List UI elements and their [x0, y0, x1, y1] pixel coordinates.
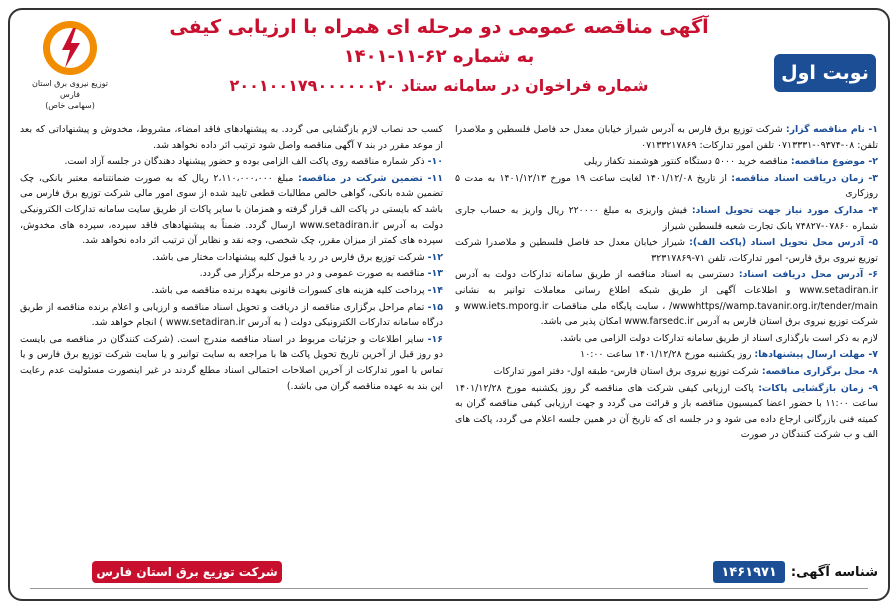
clause-text: از تاریخ ۱۴۰۱/۱۲/۰۸ لغایت ساعت ۱۹ مورخ ۱۴۰۱/۱۲/۱۳ به مدت ۵ روزکاری	[455, 172, 878, 200]
clause-label: ۵- آدرس محل تحویل اسناد (پاکت الف):	[689, 237, 878, 249]
clause-label: ۷- مهلت ارسال پیشنهادها:	[754, 349, 878, 361]
clause-label: ۴- مدارک مورد نیاز جهت تحویل اسناد:	[691, 204, 878, 216]
logo-caption: توزیع نیروی برق استان فارس	[31, 79, 108, 99]
clause-label: ۱۳-	[427, 268, 443, 280]
clause-text: تمام مراحل برگزاری مناقصه از دریافت و تحویل اسناد مناقصه و ارزیابی و اعلام برنده مناقصه از طریق درگاه سامانه تدارکات الکترونیکی دولت ( به آدرس www.setadiran.ir ) انجام خواهد شد.	[20, 301, 443, 329]
clause-text: پرداخت کلیه هزینه های کسورات قانونی بعهده برنده مناقصه می باشد.	[151, 284, 428, 296]
company-logo	[24, 18, 116, 111]
clause-text: مبلغ ۲،۱۱۰،۰۰۰،۰۰۰ ریال که به صورت ضمانتنامه معتبر بانکی، چک تضمین شده بانکی، گواهی خالص مطالبات قطعی تایید شده از سوی امور مالی شرکت توزیع برق فارس می باشد که بایستی در پاکت الف قرار گرفته و همزمان با سایر پاکات از طریق سایت سامانه تدارکات الکترونیکی دولت به آدرس www.setadiran.ir ارسال گردد. ضمناً به پیشنهادهای فاقد سپرده، سپرده های مخدوش، سپرده های کمتر از میزان مقرر، چک شخصی، وجه نقد و نظایر آن ترتیب اثر داده نخواهد شد.	[20, 172, 443, 247]
notice-clause	[20, 250, 443, 266]
notice-clause	[20, 171, 443, 249]
logo-subcaption: (سهامی خاص)	[45, 101, 95, 110]
clause-label: ۸- محل برگزاری مناقصه:	[761, 365, 878, 377]
notice-clause	[20, 266, 443, 282]
notice-clause	[455, 267, 878, 329]
clause-text: لازم به ذکر است بارگذاری اسناد از طریق سامانه تدارکات دولت الزامی می باشد.	[560, 332, 878, 344]
power-company-logo-icon	[40, 18, 100, 78]
ad-id-number: ۱۴۶۱۹۷۱	[713, 561, 785, 583]
notice-clause	[20, 122, 443, 153]
left-column	[20, 122, 443, 550]
clause-text: دسترسی به اسناد مناقصه از طریق سامانه تدارکات دولت به آدرس www.setadiran.ir و اطلاعات آگهی از طریق شبکه اطلاع رسانی معاملات توانیر به نشانی wwwhttps//wamp.tavanir.org.ir/tender/main/ ، سایت پایگاه ملی مناقصات www.iets.mporg.ir و شرکت توزیع نیروی برق استان فارس به آدرس www.farsedc.ir امکان پذیر می باشد.	[455, 269, 878, 328]
clause-text: روز یکشنبه مورخ ۱۴۰۱/۱۲/۲۸ ساعت ۱۰:۰۰	[580, 349, 755, 361]
notice-clause	[20, 154, 443, 170]
clause-label: ۱- نام مناقصه گزار:	[785, 124, 878, 135]
clause-label: ۳- زمان دریافت اسناد مناقصه:	[731, 172, 878, 184]
right-column	[455, 122, 878, 550]
notice-clause	[20, 283, 443, 299]
ad-id	[713, 561, 878, 583]
notice-clause	[455, 203, 878, 234]
notice-clause	[455, 235, 878, 266]
notice-clause	[455, 122, 878, 153]
clause-text: شرکت توزیع نیروی برق استان فارس- طبقه اول- دفتر امور تدارکات	[493, 365, 762, 377]
bottom-divider	[30, 588, 868, 595]
clause-text: شرکت توزیع برق فارس به آدرس شیراز خیابان معدل حد فاصل فلسطین و ملاصدرا تلفن: ۰۸-۰۹۳۷۴-۰۷۱۳۳۳۱ تلفن امور تدارکات: ۰۷۱۳۳۲۱۷۸۶۹	[455, 124, 878, 151]
notice-clause	[455, 347, 878, 363]
publication-badge: نوبت اول	[774, 54, 876, 92]
clause-label: ۱۶-	[427, 333, 443, 345]
notice-clause	[20, 300, 443, 331]
notice-body	[20, 122, 878, 550]
clause-text: پاکت ارزیابی کیفی شرکت های مناقصه گر روز یکشنبه مورخ ۱۴۰۱/۱۲/۲۸ ساعت ۱۱:۰۰ با حضور اعضا کمیسیون مناقصه باز و قرائت می گردد و جهت ارزیابی کیفی مناقصه گران به کمیته فنی بازرگانی ارجاع داده می شود و در جلسه ای که تاریخ آن در همین جلسه اعلام می گردد، پاکت های الف و ب شرکت کنندگان در صورت	[455, 382, 878, 441]
notice-clause	[455, 381, 878, 443]
ad-id-label: شناسه آگهی:	[790, 564, 878, 580]
clause-text: کسب حد نصاب لازم بازگشایی می گردد. به پیشنهادهای فاقد امضاء، مشروط، مخدوش و پیشنهاداتی که بعد از موعد مقرر در بند ۷ آگهی مناقصه واصل شود ترتیب اثر داده نخواهد شد.	[20, 124, 443, 151]
notice-title: آگهی مناقصه عمومی دو مرحله ای همراه با ارزیابی کیفی	[169, 16, 709, 38]
clause-text: شیراز خیابان معدل حد فاصل فلسطین و ملاصدرا شرکت توزیع نیروی برق فارس- امور تدارکات، تلفن ۷۱-۳۲۳۱۷۸۶۹	[455, 237, 878, 264]
clause-text: سایر اطلاعات و جزئیات مربوط در اسناد مناقصه مندرج است. (شرکت کنندگان در مناقصه می بایست دو روز قبل از آخرین تاریخ تحویل پاکت ها با مراجعه به سایت توانیر و یا سایت شرکت توزیع برق فارس و یا تماس با امور تدارکات از آخرین اصلاحات احتمالی اسناد مطلع گردند در غیر اینصورت مسئولیت عدم رعایت این بند به عهده مناقصه گران می باشد.)	[20, 333, 443, 392]
notice-clause	[20, 332, 443, 394]
company-footer: شرکت توزیع برق استان فارس	[92, 561, 282, 583]
clause-text: ذکر شماره مناقصه روی پاکت الف الزامی بوده و حضور پیشنهاد دهندگان در جلسه آزاد است.	[64, 156, 428, 168]
tender-number: به شماره ۶۲-۱۱-۱۴۰۱	[343, 46, 535, 67]
clause-label: ۱۴-	[427, 284, 443, 296]
notice-clause	[455, 154, 878, 170]
clause-text: فیش واریزی به مبلغ ۲۲۰۰۰۰ ریال واریز به حساب جاری شماره ۰۷۸۶۰-۷۴۸۲۷ بانک تجارت شعبه فلسطین شیراز	[455, 204, 878, 232]
clause-text: شرکت توزیع برق فارس در رد یا قبول کلیه پیشنهادات مختار می باشد.	[152, 251, 428, 263]
notice-clause	[455, 171, 878, 202]
notice-clause	[455, 364, 878, 380]
setad-call-number: شماره فراخوان در سامانه ستاد ۲۰۰۱۰۰۱۷۹۰۰۰۰۰۰۲۰	[229, 76, 649, 95]
notice-header	[10, 10, 888, 128]
clause-label: ۲- موضوع مناقصه:	[790, 156, 878, 168]
clause-text: مناقصه خرید ۵۰۰۰ دستگاه کنتور هوشمند تکفاز ریلی	[583, 156, 791, 168]
clause-label: ۹- زمان بازگشایی پاکات:	[758, 382, 878, 394]
clause-text: مناقصه به صورت عمومی و در دو مرحله برگزار می گردد.	[199, 268, 428, 280]
tender-notice	[8, 8, 890, 601]
clause-label: ۶- آدرس محل دریافت اسناد:	[738, 269, 878, 281]
clause-label: ۱۱- تضمین شرکت در مناقصه:	[298, 172, 443, 184]
clause-label: ۱۲-	[427, 251, 443, 263]
clause-label: ۱۵-	[427, 301, 443, 313]
notice-clause	[455, 331, 878, 347]
clause-label: ۱۰-	[427, 156, 443, 168]
